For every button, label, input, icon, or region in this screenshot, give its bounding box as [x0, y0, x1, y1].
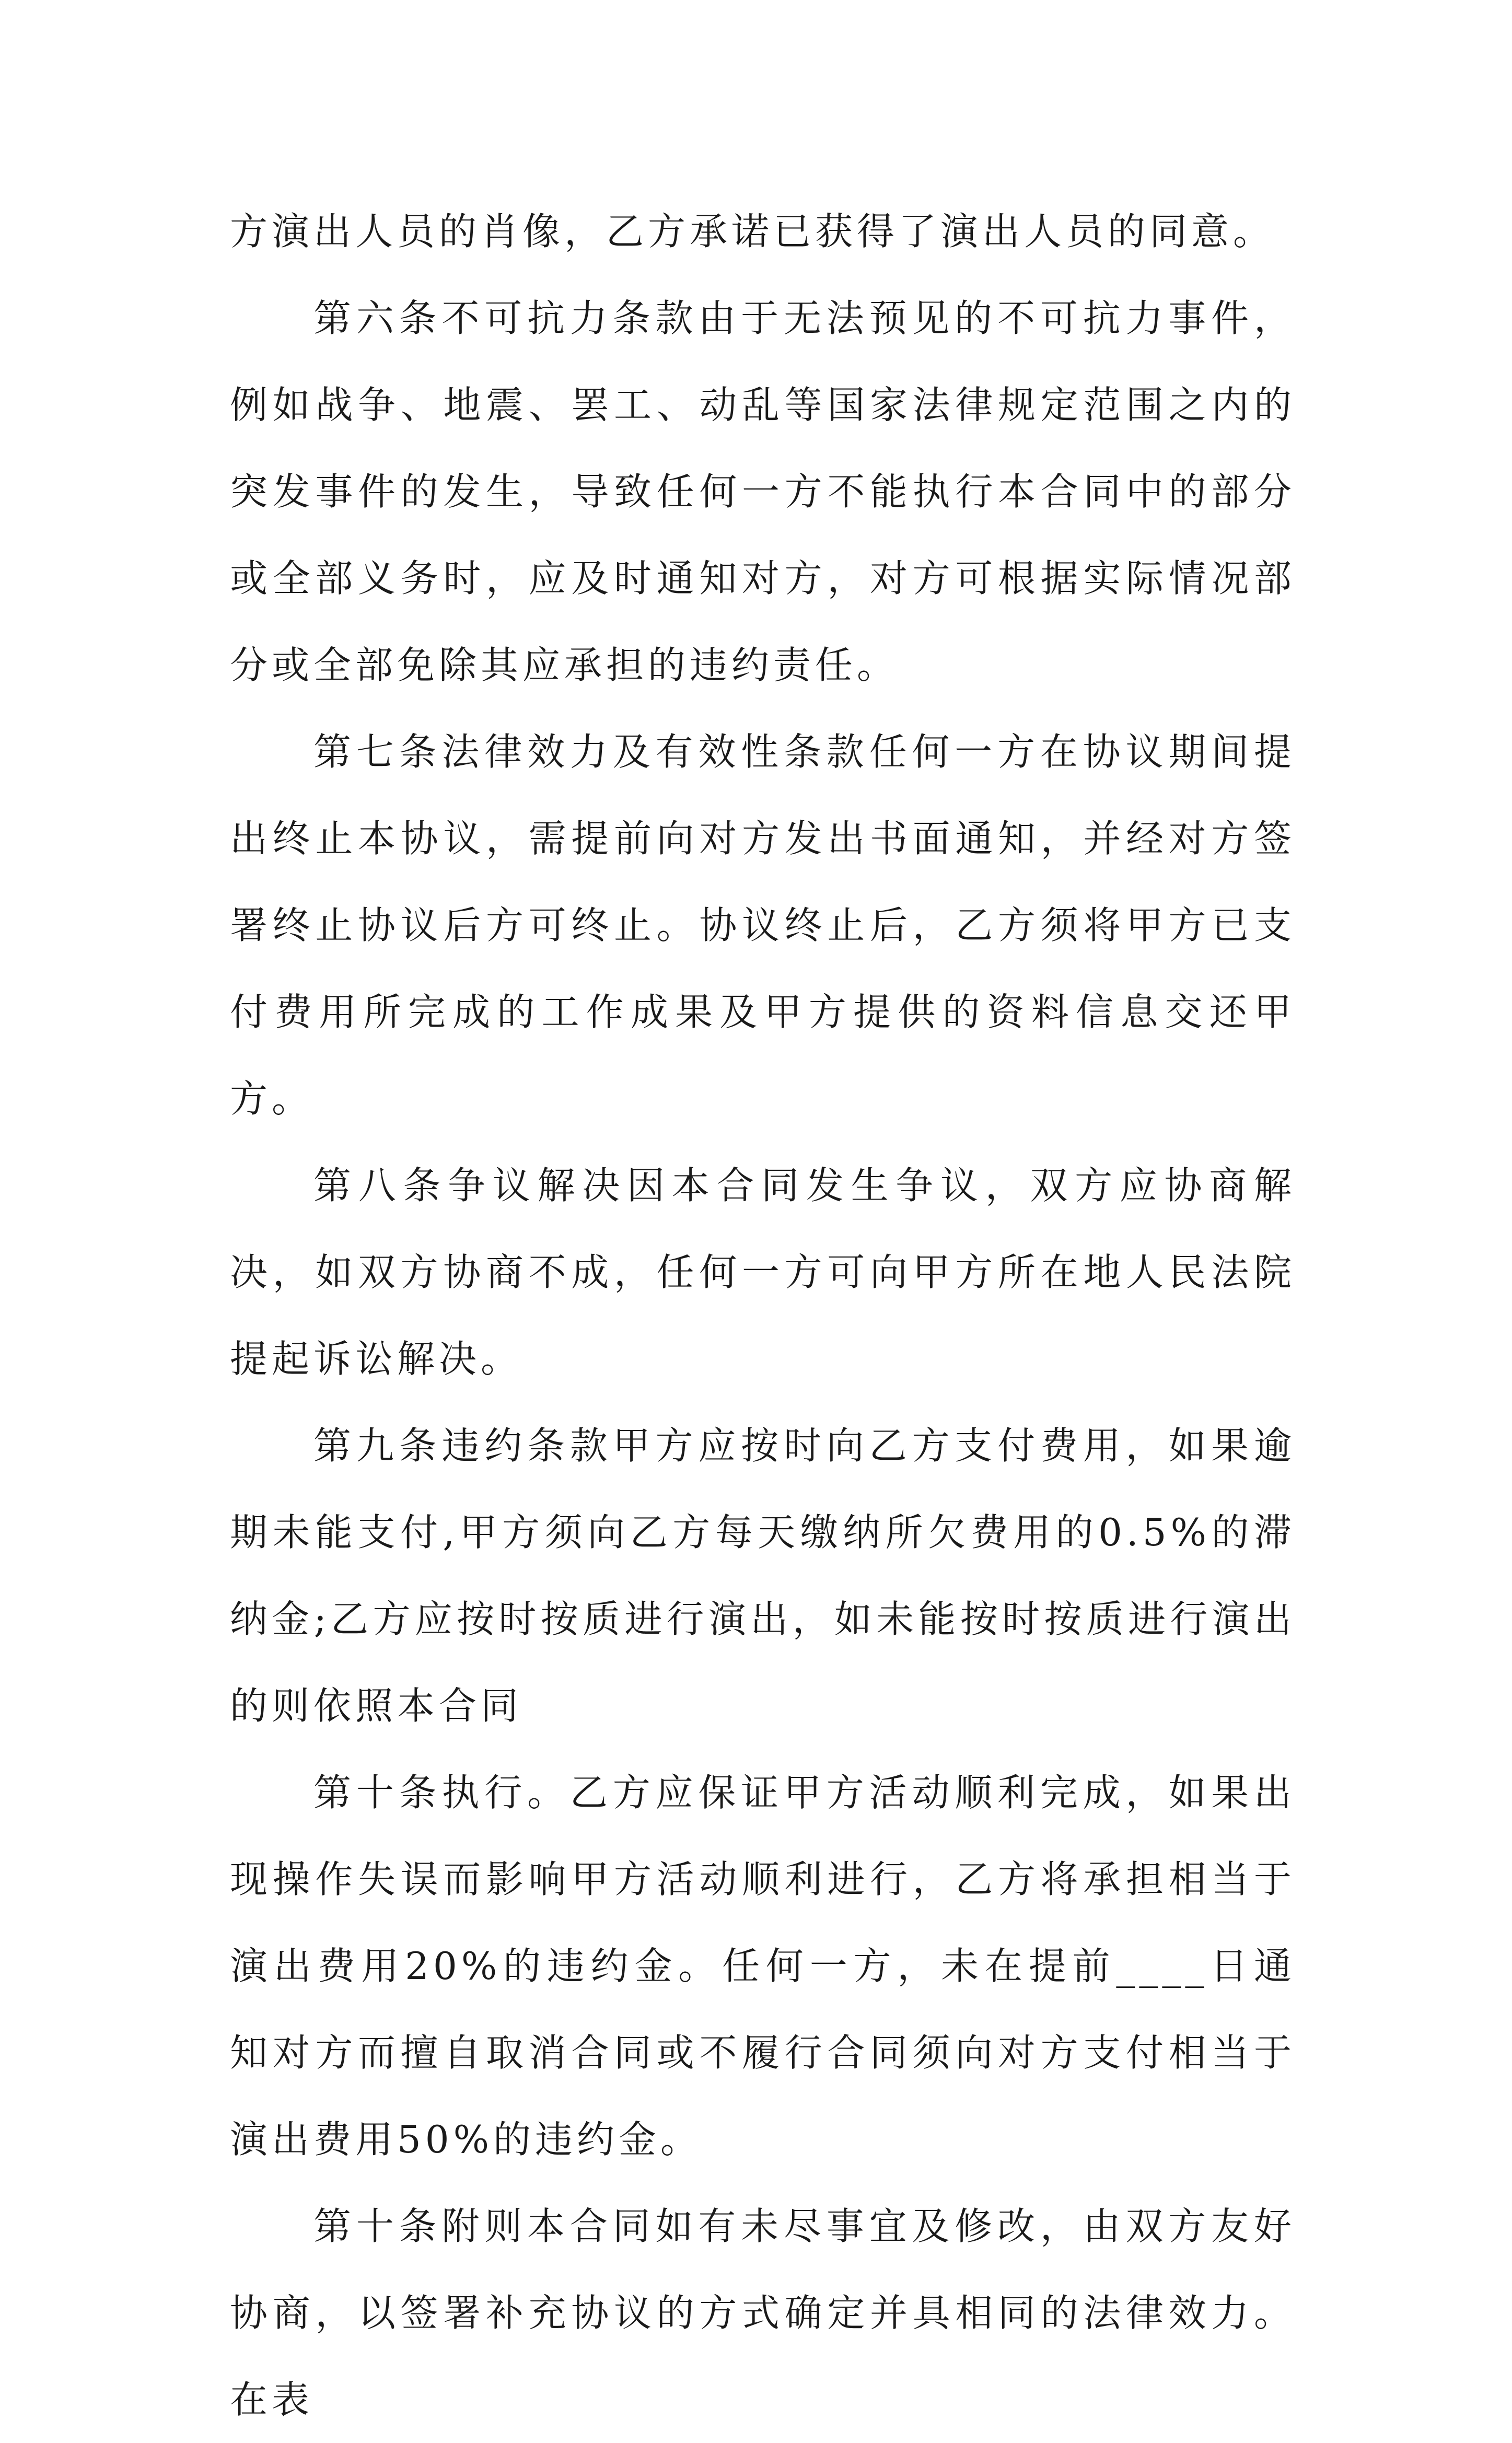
paragraph-article-7-legal-effect: 第七条法律效力及有效性条款任何一方在协议期间提出终止本协议，需提前向对方发出书面通知，并经对方签署终止协议后方可终止。协议终止后，乙方须将甲方已支付费用所完成的工作成果及甲方提供的资料信息交还甲方。 [230, 730, 1296, 1121]
paragraph-article-9-breach: 第九条违约条款甲方应按时向乙方支付费用，如果逾期未能支付,甲方须向乙方每天缴纳所欠费用的0.5%的滞纳金;乙方应按时按质进行演出，如未能按时按质进行演出的则依照本合同 [230, 1424, 1296, 1728]
paragraph-article-10-execution: 第十条执行。乙方应保证甲方活动顺利完成，如果出现操作失误而影响甲方活动顺利进行，乙方将承担相当于演出费用20%的违约金。任何一方，未在提前____日通知对方而擅自取消合同或不履行合同须向对方支付相当于演出费用50%的违约金。 [230, 1771, 1296, 2161]
paragraph-article-6-force-majeure: 第六条不可抗力条款由于无法预见的不可抗力事件，例如战争、地震、罢工、动乱等国家法律规定范围之内的突发事件的发生，导致任何一方不能执行本合同中的部分或全部义务时，应及时通知对方，对方可根据实际情况部分或全部免除其应承担的违约责任。 [230, 296, 1296, 687]
document-body [230, 188, 1296, 2443]
paragraph-continuation: 方演出人员的肖像，乙方承诺已获得了演出人员的同意。 [230, 210, 1275, 253]
paragraph-article-10-supplementary: 第十条附则本合同如有未尽事宜及修改，由双方友好协商，以签署补充协议的方式确定并具相同的法律效力。在表 [230, 2204, 1296, 2422]
paragraph-article-8-dispute-resolution: 第八条争议解决因本合同发生争议，双方应协商解决，如双方协商不成，任何一方可向甲方所在地人民法院提起诉讼解决。 [230, 1164, 1296, 1381]
